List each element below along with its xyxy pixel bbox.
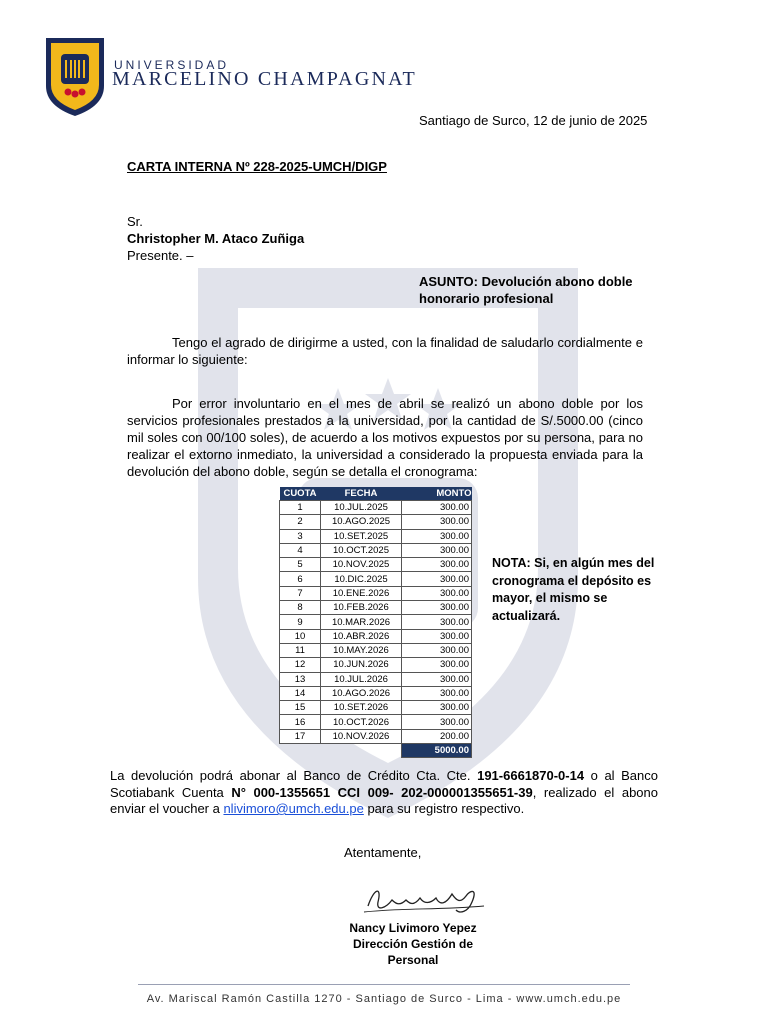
cell-fecha: 10.DIC.2025 (321, 572, 402, 586)
table-row (280, 558, 472, 572)
table-header-row (280, 487, 472, 501)
total-spacer (321, 744, 402, 758)
cell-cuota: 17 (280, 729, 321, 743)
header-fecha: FECHA (321, 487, 402, 501)
payment-text-3: , realizado el abono enviar el voucher a (110, 784, 658, 816)
table-row (280, 615, 472, 629)
paragraph-details-text: Por error involuntario en el mes de abril se realizó un abono doble por los servicios profesionales prestados a la universidad, por la cantidad de S/.5000.00 (cinco mil soles con 00/100 soles), de acuerdo a los motivos expuestos por su persona, para no realizar el extorno inmediato, la universidad a considerado la propuesta enviada para la devolución del abono doble, según se detalla el cronograma: (127, 396, 643, 479)
cell-cuota: 6 (280, 572, 321, 586)
cell-fecha: 10.MAR.2026 (321, 615, 402, 629)
cell-fecha: 10.JUL.2026 (321, 672, 402, 686)
table-row (280, 501, 472, 515)
table-row (280, 529, 472, 543)
cell-cuota: 11 (280, 643, 321, 657)
letter-reference: CARTA INTERNA Nº 228-2025-UMCH/DIGP (127, 159, 387, 174)
cell-monto: 300.00 (402, 515, 472, 529)
cell-fecha: 10.SET.2026 (321, 701, 402, 715)
table-row (280, 715, 472, 729)
cell-cuota: 13 (280, 672, 321, 686)
cell-fecha: 10.AGO.2026 (321, 686, 402, 700)
cell-fecha: 10.ENE.2026 (321, 586, 402, 600)
university-shield-logo (44, 36, 106, 118)
table-row (280, 572, 472, 586)
cell-cuota: 3 (280, 529, 321, 543)
footer-divider (138, 984, 630, 985)
payment-schedule-table (279, 487, 472, 758)
cell-cuota: 7 (280, 586, 321, 600)
table-row (280, 515, 472, 529)
table-row (280, 729, 472, 743)
cell-cuota: 14 (280, 686, 321, 700)
cell-monto: 300.00 (402, 529, 472, 543)
letter-date: Santiago de Surco, 12 de junio de 2025 (419, 113, 648, 128)
signer-title: Dirección Gestión de Personal (352, 937, 474, 967)
signer-name: Nancy Livimoro Yepez (349, 921, 477, 935)
cell-monto: 300.00 (402, 558, 472, 572)
salutation: Sr. (127, 214, 143, 229)
table-row (280, 543, 472, 557)
cell-cuota: 5 (280, 558, 321, 572)
header-monto: MONTO (402, 487, 472, 501)
cell-monto: 300.00 (402, 629, 472, 643)
cell-fecha: 10.JUN.2026 (321, 658, 402, 672)
cell-monto: 300.00 (402, 658, 472, 672)
scotiabank-account: N° 000-1355651 CCI 009- 202-000001355651-39 (231, 784, 533, 800)
cell-monto: 200.00 (402, 729, 472, 743)
total-spacer (280, 744, 321, 758)
cell-fecha: 10.JUL.2025 (321, 501, 402, 515)
total-row (280, 744, 472, 758)
cell-fecha: 10.NOV.2026 (321, 729, 402, 743)
cell-cuota: 8 (280, 601, 321, 615)
cell-fecha: 10.OCT.2026 (321, 715, 402, 729)
cell-fecha: 10.SET.2025 (321, 529, 402, 543)
cell-monto: 300.00 (402, 686, 472, 700)
university-name-large: MARCELINO CHAMPAGNAT (112, 68, 417, 90)
paragraph-details (127, 395, 643, 480)
table-row (280, 686, 472, 700)
cell-cuota: 12 (280, 658, 321, 672)
header-cuota: CUOTA (280, 487, 321, 501)
closing: Atentamente, (344, 845, 422, 860)
table-row (280, 629, 472, 643)
cell-monto: 300.00 (402, 543, 472, 557)
handwritten-signature (360, 882, 490, 918)
cell-fecha: 10.MAY.2026 (321, 643, 402, 657)
table-row (280, 658, 472, 672)
cell-cuota: 10 (280, 629, 321, 643)
cell-monto: 300.00 (402, 572, 472, 586)
university-name-small: UNIVERSIDAD (114, 58, 230, 72)
schedule-body (280, 501, 472, 758)
cell-monto: 300.00 (402, 501, 472, 515)
payment-text-4: para su registro respectivo. (363, 801, 525, 816)
table-row (280, 701, 472, 715)
cell-fecha: 10.AGO.2025 (321, 515, 402, 529)
nota-text: NOTA: Si, en algún mes del cronograma el depósito es mayor, el mismo se actualizará. (492, 556, 655, 623)
payment-instructions (110, 768, 658, 818)
cell-fecha: 10.OCT.2025 (321, 543, 402, 557)
subject-line: ASUNTO: Devolución abono doble honorario profesional (419, 274, 633, 306)
cell-cuota: 9 (280, 615, 321, 629)
cell-monto: 300.00 (402, 601, 472, 615)
cell-fecha: 10.ABR.2026 (321, 629, 402, 643)
table-row (280, 601, 472, 615)
cell-monto: 300.00 (402, 643, 472, 657)
table-row (280, 586, 472, 600)
cell-cuota: 16 (280, 715, 321, 729)
cell-fecha: 10.NOV.2025 (321, 558, 402, 572)
cell-monto: 300.00 (402, 586, 472, 600)
table-row (280, 643, 472, 657)
cell-cuota: 15 (280, 701, 321, 715)
cell-monto: 300.00 (402, 672, 472, 686)
signer-block (326, 920, 500, 968)
cell-cuota: 1 (280, 501, 321, 515)
bcp-account: 191-6661870-0-14 (477, 768, 585, 783)
cell-monto: 300.00 (402, 615, 472, 629)
cell-monto: 300.00 (402, 715, 472, 729)
cell-fecha: 10.FEB.2026 (321, 601, 402, 615)
recipient-name: Christopher M. Ataco Zuñiga (127, 231, 305, 246)
cell-cuota: 2 (280, 515, 321, 529)
payment-text-2: o al Banco Scotiabank Cuenta (110, 768, 659, 800)
cell-cuota: 4 (280, 543, 321, 557)
footer-address: Av. Mariscal Ramón Castilla 1270 - Santiago de Surco - Lima - www.umch.edu.pe (146, 993, 622, 1005)
email-link[interactable]: nlivimoro@umch.edu.pe (223, 801, 364, 816)
paragraph-intro (127, 334, 643, 368)
cell-monto: 300.00 (402, 701, 472, 715)
presente-line: Presente. – (127, 248, 194, 263)
total-amount: 5000.00 (402, 744, 472, 758)
paragraph-intro-text: Tengo el agrado de dirigirme a usted, con la finalidad de saludarlo cordialmente e informar lo siguiente: (127, 335, 643, 367)
table-row (280, 672, 472, 686)
payment-text-1: La devolución podrá abonar al Banco de Crédito Cta. Cte. (110, 768, 478, 783)
